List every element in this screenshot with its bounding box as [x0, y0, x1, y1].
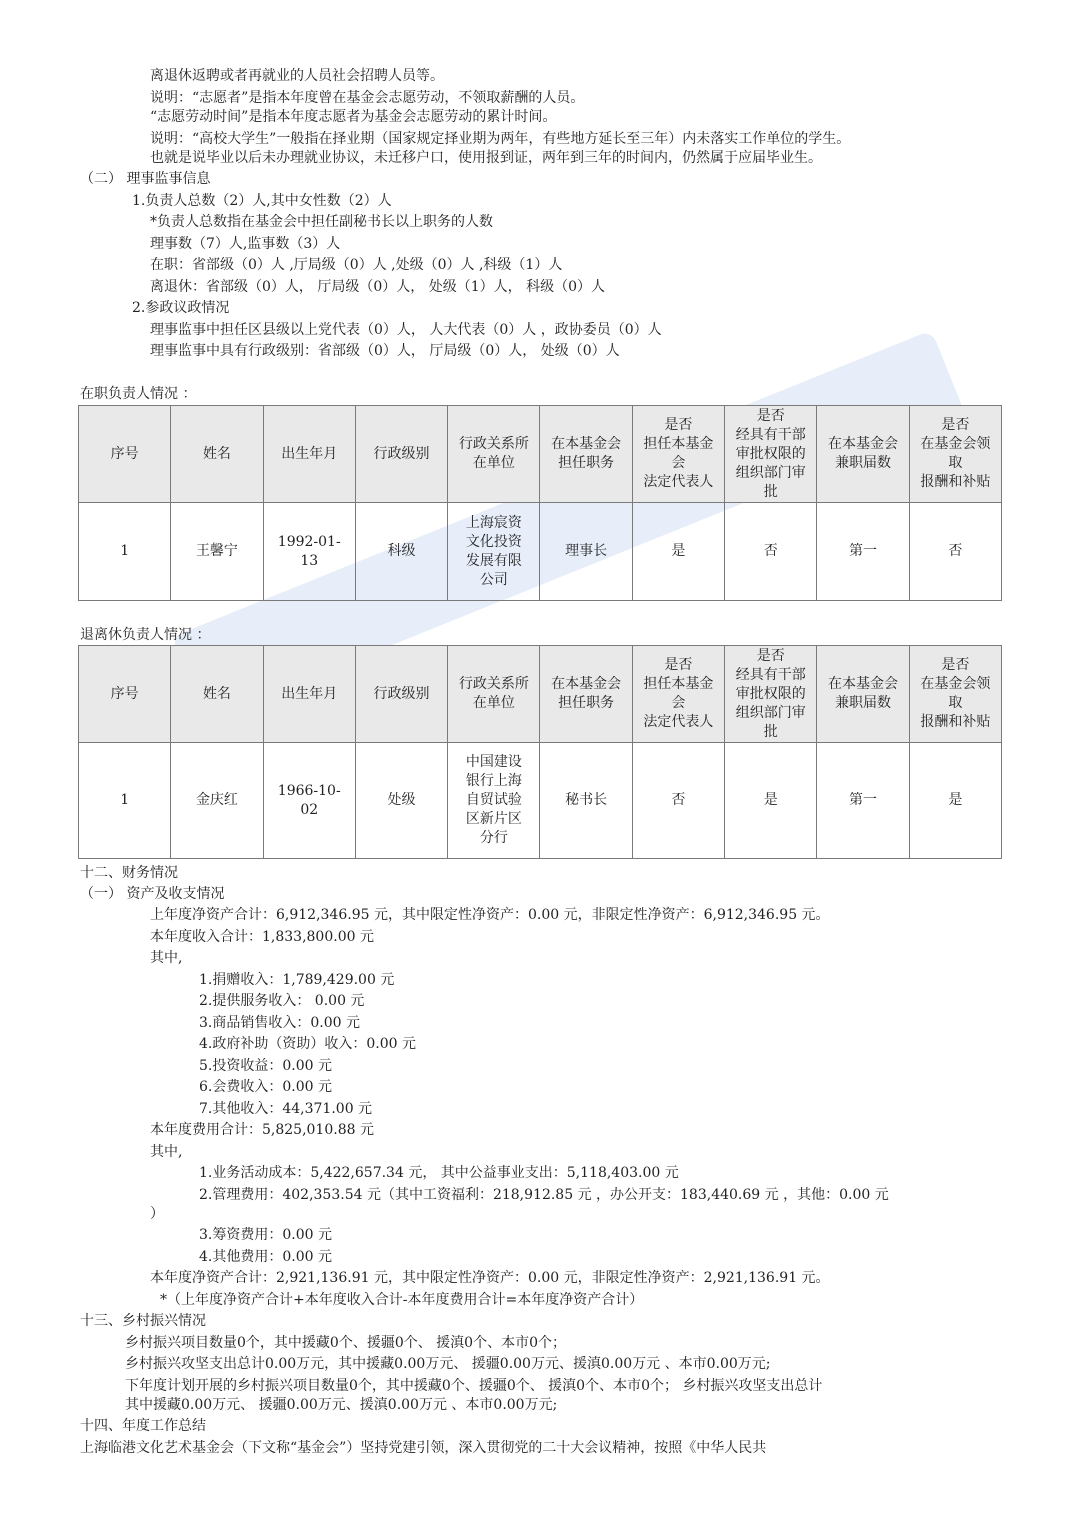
text-line: *负责人总数指在基金会中担任副秘书长以上职务的人数 — [150, 214, 493, 230]
header-col-approved: 是否 经具有干部 审批权限的 组织部门审 批 — [725, 646, 817, 743]
text-line: 6.会费收入：0.00 元 — [199, 1079, 332, 1095]
header-col-legal-rep: 是否 担任本基金 会 法定代表人 — [632, 406, 724, 503]
text-line: 其中援藏0.00万元、 援疆0.00万元、援滇0.00万元 、本市0.00万元; — [125, 1397, 558, 1413]
header-col-position: 在本基金会 担任职务 — [540, 646, 632, 743]
cell-col-org: 上海宸资 文化投资 发展有限 公司 — [448, 503, 540, 601]
header-col-admin-level: 行政级别 — [355, 406, 447, 503]
text-line: 说明：“志愿者”是指本年度曾在基金会志愿劳动，不领取薪酬的人员。 — [150, 90, 585, 106]
text-line: 说明：“高校大学生”一般指在择业期（国家规定择业期为两年，有些地方延长至三年）内未落实工作单位的学生。 — [150, 131, 851, 147]
section-heading: 十四、年度工作总结 — [80, 1418, 206, 1434]
cell-col-legal-rep: 否 — [632, 743, 724, 859]
header-col-paid: 是否 在基金会领 取 报酬和补贴 — [909, 406, 1001, 503]
table-row — [79, 743, 1002, 859]
text-line: 乡村振兴攻坚支出总计0.00万元，其中援藏0.00万元、 援疆0.00万元、援滇0.00万元 、本市0.00万元; — [125, 1356, 771, 1372]
cell-col-admin-level: 处级 — [355, 743, 447, 859]
cell-col-approved: 是 — [725, 743, 817, 859]
text-line: 在职：省部级（0）人 ,厅局级（0）人 ,处级（0）人 ,科级（1）人 — [150, 257, 563, 273]
text-line: 理事监事中担任区县级以上党代表（0）人， 人大代表（0）人 ，政协委员（0）人 — [150, 322, 662, 338]
cell-col-terms: 第一 — [817, 503, 909, 601]
text-line: 本年度净资产合计：2,921,136.91 元，其中限定性净资产：0.00 元，非限定性净资产：2,921,136.91 元。 — [150, 1270, 830, 1286]
text-line: 1.业务活动成本：5,422,657.34 元， 其中公益事业支出：5,118,403.00 元 — [199, 1165, 679, 1181]
section-heading: （二） 理事监事信息 — [80, 171, 211, 187]
section-heading: 十二、财务情况 — [80, 865, 178, 881]
text-line: 本年度费用合计：5,825,010.88 元 — [150, 1122, 374, 1138]
text-line: ） — [150, 1206, 164, 1222]
header-col-paid: 是否 在基金会领 取 报酬和补贴 — [909, 646, 1001, 743]
text-line: 1.捐赠收入：1,789,429.00 元 — [199, 972, 395, 988]
header-col-name: 姓名 — [171, 646, 263, 743]
retired-leaders-table — [78, 645, 1002, 859]
text-line: 3.筹资费用：0.00 元 — [199, 1227, 332, 1243]
cell-col-index: 1 — [79, 503, 171, 601]
header-col-approved: 是否 经具有干部 审批权限的 组织部门审 批 — [725, 406, 817, 503]
table-caption: 退离休负责人情况 ： — [80, 627, 211, 643]
cell-col-admin-level: 科级 — [355, 503, 447, 601]
text-line: 下年度计划开展的乡村振兴项目数量0个，其中援藏0个、援疆0个、 援滇0个、本市0个； 乡村振兴攻坚支出总计 — [125, 1378, 823, 1394]
table-header-row — [79, 646, 1002, 743]
header-col-position: 在本基金会 担任职务 — [540, 406, 632, 503]
text-line: 4.其他费用：0.00 元 — [199, 1249, 332, 1265]
cell-col-birth: 1966-10- 02 — [263, 743, 355, 859]
cell-col-approved: 否 — [725, 503, 817, 601]
header-col-index: 序号 — [79, 646, 171, 743]
header-col-admin-level: 行政级别 — [355, 646, 447, 743]
text-line: 上年度净资产合计：6,912,346.95 元，其中限定性净资产：0.00 元，非限定性净资产：6,912,346.95 元。 — [150, 907, 830, 923]
table-row — [79, 503, 1002, 601]
section-heading: 十三、乡村振兴情况 — [80, 1313, 206, 1329]
cell-col-name: 金庆红 — [171, 743, 263, 859]
header-col-terms: 在本基金会 兼职届数 — [817, 646, 909, 743]
text-line: 离退休返聘或者再就业的人员社会招聘人员等。 — [150, 68, 444, 84]
header-col-terms: 在本基金会 兼职届数 — [817, 406, 909, 503]
cell-col-paid: 是 — [909, 743, 1001, 859]
header-col-legal-rep: 是否 担任本基金 会 法定代表人 — [632, 646, 724, 743]
text-line: 也就是说毕业以后未办理就业协议，未迁移户口，使用报到证，两年到三年的时间内，仍然属于应届毕业生。 — [150, 150, 822, 166]
cell-col-org: 中国建设 银行上海 自贸试验 区新片区 分行 — [448, 743, 540, 859]
section-heading: （一） 资产及收支情况 — [80, 886, 225, 902]
text-line: 本年度收入合计：1,833,800.00 元 — [150, 929, 374, 945]
text-line: 离退休：省部级（0）人， 厅局级（0）人， 处级（1）人， 科级（0）人 — [150, 279, 605, 295]
header-col-birth: 出生年月 — [263, 406, 355, 503]
text-line: 7.其他收入：44,371.00 元 — [199, 1101, 373, 1117]
text-line: 理事数（7）人,监事数（3）人 — [150, 236, 341, 252]
text-line: 乡村振兴项目数量0个，其中援藏0个、援疆0个、 援滇0个、本市0个； — [125, 1335, 566, 1351]
text-line: 5.投资收益：0.00 元 — [199, 1058, 332, 1074]
cell-col-position: 秘书长 — [540, 743, 632, 859]
header-col-birth: 出生年月 — [263, 646, 355, 743]
header-col-org: 行政关系所 在单位 — [448, 406, 540, 503]
text-line: 2.参政议政情况 — [132, 300, 230, 316]
text-line: 1.负责人总数（2）人,其中女性数（2）人 — [132, 193, 392, 209]
header-col-org: 行政关系所 在单位 — [448, 646, 540, 743]
cell-col-index: 1 — [79, 743, 171, 859]
text-line: 其中, — [150, 950, 183, 966]
cell-col-paid: 否 — [909, 503, 1001, 601]
cell-col-name: 王馨宁 — [171, 503, 263, 601]
text-line: 理事监事中具有行政级别：省部级（0）人， 厅局级（0）人， 处级（0）人 — [150, 343, 620, 359]
text-line: 2.管理费用：402,353.54 元（其中工资福利：218,912.85 元 ，办公开支：183,440.69 元 ，其他：0.00 元 — [199, 1187, 889, 1203]
header-col-name: 姓名 — [171, 406, 263, 503]
cell-col-position: 理事长 — [540, 503, 632, 601]
active-leaders-table — [78, 405, 1002, 601]
cell-col-legal-rep: 是 — [632, 503, 724, 601]
text-line: *（上年度净资产合计+本年度收入合计-本年度费用合计=本年度净资产合计） — [160, 1292, 644, 1308]
cell-col-birth: 1992-01- 13 — [263, 503, 355, 601]
text-line: 上海临港文化艺术基金会（下文称“基金会”）坚持党建引领，深入贯彻党的二十大会议精神，按照《中华人民共 — [80, 1440, 767, 1456]
table-caption: 在职负责人情况 ： — [80, 386, 197, 402]
table-header-row — [79, 406, 1002, 503]
cell-col-terms: 第一 — [817, 743, 909, 859]
text-line: 4.政府补助（资助）收入：0.00 元 — [199, 1036, 416, 1052]
text-line: “志愿劳动时间”是指本年度志愿者为基金会志愿劳动的累计时间。 — [150, 109, 557, 125]
text-line: 其中, — [150, 1144, 183, 1160]
text-line: 3.商品销售收入：0.00 元 — [199, 1015, 360, 1031]
text-line: 2.提供服务收入： 0.00 元 — [199, 993, 365, 1009]
header-col-index: 序号 — [79, 406, 171, 503]
